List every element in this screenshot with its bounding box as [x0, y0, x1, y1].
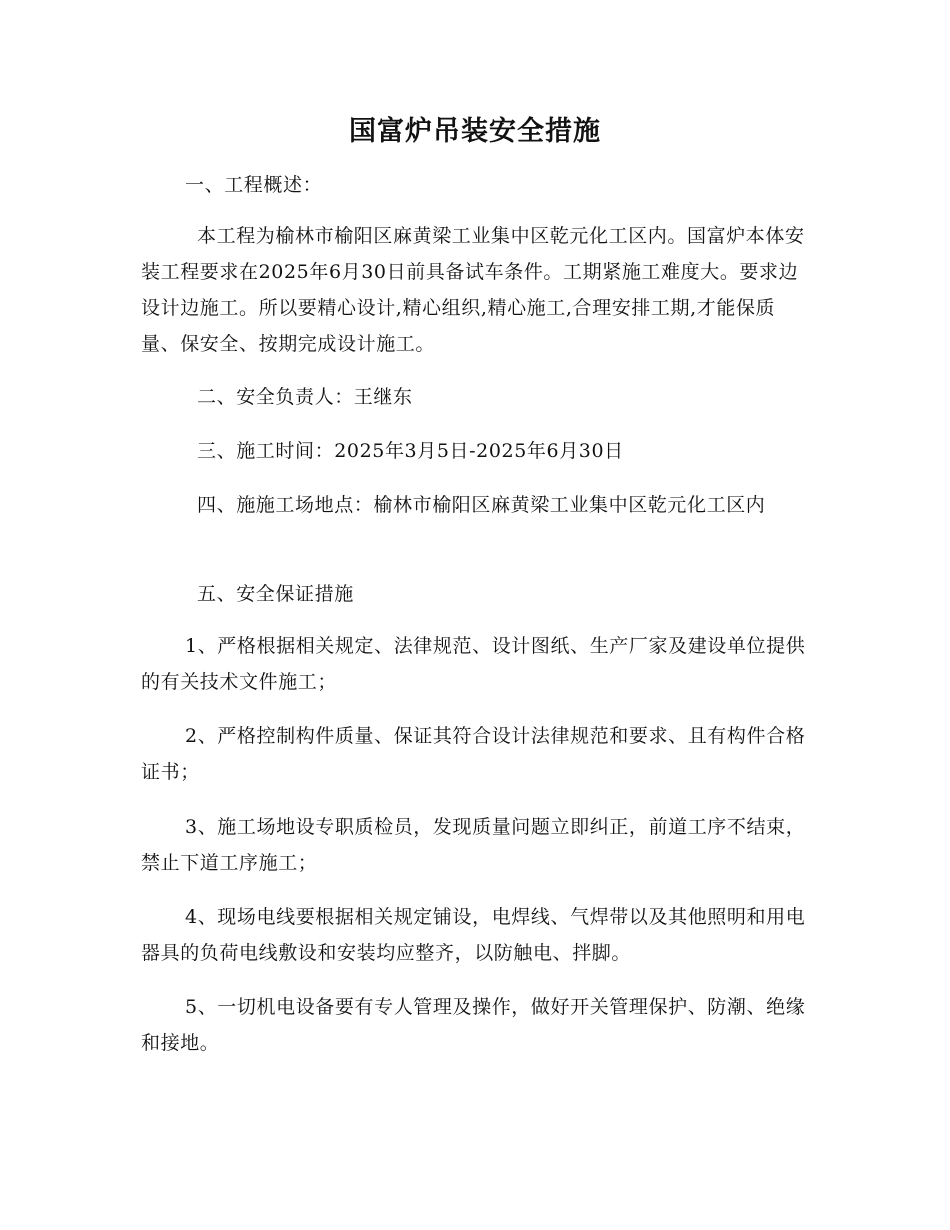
- paragraph-safety-lead: 二、安全负责人：王继东: [197, 386, 413, 408]
- measure-item-4: 4、现场电线要根据相关规定铺设，电焊线、气焊带以及其他照明和用电器具的负荷电线敷设和安装均应整齐，以防触电、拌脚。: [141, 906, 806, 964]
- section-heading-overview: 一、工程概述：: [185, 174, 323, 196]
- paragraph-site: 四、施施工场地点：榆林市榆阳区麻黄梁工业集中区乾元化工区内: [197, 494, 766, 516]
- section-heading-measures: 五、安全保证措施: [197, 583, 354, 605]
- paragraph-overview: 本工程为榆林市榆阳区麻黄梁工业集中区乾元化工区内。国富炉本体安装工程要求在2025年6月30日前具备试车条件。工期紧施工难度大。要求边设计边施工。所以要精心设计,精心组织,精心施工,合理安排工期,才能保质量、保安全、按期完成设计施工。: [141, 225, 805, 355]
- document-title: 国富炉吊装安全措施: [349, 116, 601, 147]
- measure-item-1: 1、严格根据相关规定、法律规范、设计图纸、生产厂家及建设单位提供的有关技术文件施工；: [141, 635, 806, 693]
- measure-item-2: 2、严格控制构件质量、保证其符合设计法律规范和要求、且有构件合格证书；: [141, 725, 806, 783]
- measure-item-3: 3、施工场地设专职质检员，发现质量问题立即纠正，前道工序不结束，禁止下道工序施工；: [141, 816, 806, 874]
- measure-item-5: 5、一切机电设备要有专人管理及操作，做好开关管理保护、防潮、绝缘和接地。: [141, 996, 806, 1054]
- paragraph-schedule: 三、施工时间：2025年3月5日-2025年6月30日: [197, 440, 624, 462]
